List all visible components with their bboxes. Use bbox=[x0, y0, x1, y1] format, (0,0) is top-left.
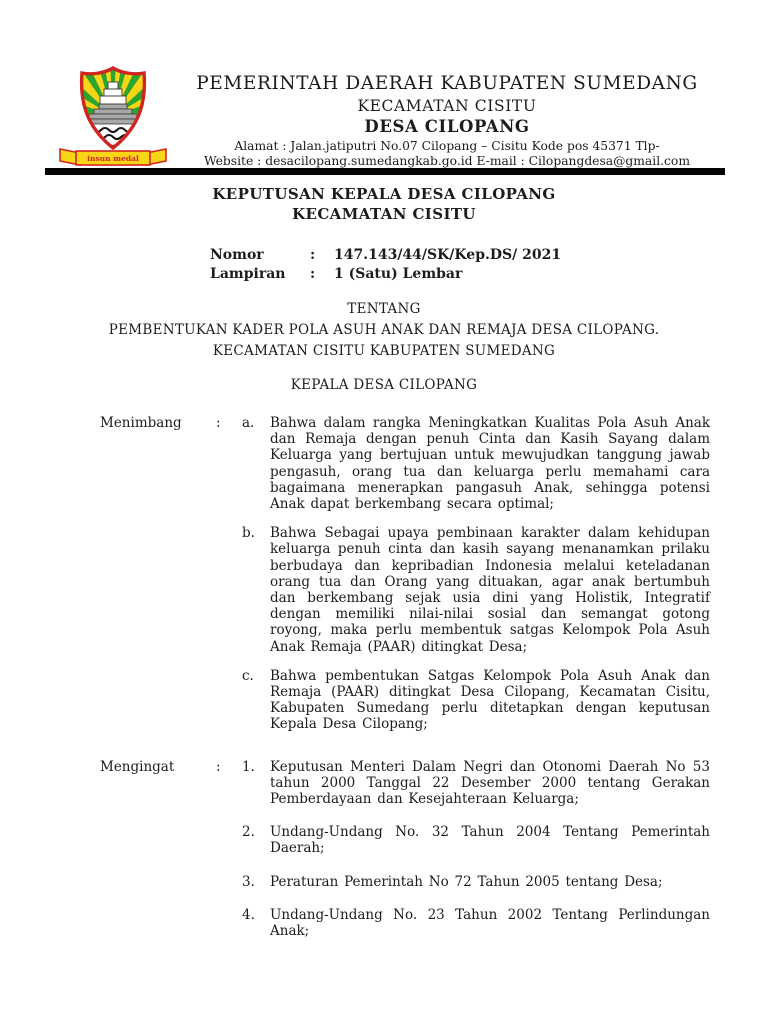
issuer-line: KEPALA DESA CILOPANG bbox=[290, 377, 478, 393]
mengingat-item-3 bbox=[242, 874, 710, 890]
menimbang-item-c bbox=[242, 668, 710, 733]
item-text: Bahwa Sebagai upaya pembinaan karakter dalam kehidupan keluarga penuh cinta dan kasih sayang menanamkan prilaku berbudaya dan kepribadian Indonesia melalui keteladanan orang tua dan Orang yang dituakan, agar anak bertumbuh dan berkembang sejak usia dini yang Holistik, Integratif dengan memiliki nilai-nilai sosial dan semangat gotong royong, maka perlu membentuk satgas Kelompok Pola Asuh Anak Remaja (PAAR) ditingkat Desa; bbox=[270, 525, 710, 655]
meta-row-lampiran bbox=[210, 265, 768, 284]
lampiran-label: Lampiran bbox=[210, 266, 286, 282]
mengingat-item-4 bbox=[242, 907, 710, 939]
menimbang-label: Menimbang bbox=[100, 415, 182, 431]
item-text: Bahwa pembentukan Satgas Kelompok Pola Asuh Anak dan Remaja (PAAR) ditingkat Desa Cilopang, Kecamatan Cisitu, Kabupaten Sumedang perlu ditetapkan dengan keputusan Kepala Desa Cilopang; bbox=[270, 667, 710, 733]
sumedang-regency-emblem-icon bbox=[57, 66, 169, 168]
item-text: Bahwa dalam rangka Meningkatkan Kualitas Pola Asuh Anak dan Remaja dengan penuh Cinta dan Kasih Sayang dalam Keluarga yang bertujuan untuk mewujudkan tanggung jawab pengasuh, orang tua dan keluarga perlu memahami cara bagaimana menerapkan pangasuh Anak, sehingga potensi Anak dapat berkembang secara optimal; bbox=[270, 415, 710, 513]
nomor-value: 147.143/44/SK/Kep.DS/ 2021 bbox=[334, 247, 562, 263]
mengingat-separator: : bbox=[216, 758, 221, 775]
document-title-line2: KECAMATAN CISITU bbox=[292, 205, 476, 223]
menimbang-separator: : bbox=[216, 415, 221, 431]
document-title bbox=[0, 184, 768, 224]
government-name: PEMERINTAH DAERAH KABUPATEN SUMEDANG bbox=[196, 73, 698, 94]
motto-ribbon bbox=[60, 149, 166, 165]
letterhead-rule bbox=[45, 168, 725, 175]
lampiran-separator: : bbox=[310, 266, 316, 282]
lampiran-value: 1 (Satu) Lembar bbox=[334, 266, 463, 282]
subject-line1: PEMBENTUKAN KADER POLA ASUH ANAK DAN REMAJA DESA CILOPANG. bbox=[108, 322, 660, 338]
document-title-line1: KEPUTUSAN KEPALA DESA CILOPANG bbox=[212, 185, 556, 203]
nomor-separator: : bbox=[310, 247, 316, 263]
mengingat-clause bbox=[100, 759, 710, 940]
mengingat-items bbox=[242, 759, 710, 940]
document-meta bbox=[210, 246, 768, 284]
menimbang-items bbox=[242, 415, 710, 733]
menimbang-item-a bbox=[242, 415, 710, 512]
district-name: KECAMATAN CISITU bbox=[357, 97, 537, 115]
meta-row-nomor bbox=[210, 246, 768, 265]
letterhead-text bbox=[176, 72, 718, 169]
item-text: Keputusan Menteri Dalam Negri dan Otonomi Daerah No 53 tahun 2000 Tanggal 22 Desember 2000 tentang Gerakan Pemberdayaan dan Kesejahteraan Keluarga; bbox=[270, 758, 710, 808]
item-marker: 2. bbox=[242, 824, 255, 841]
item-marker: 1. bbox=[242, 758, 255, 775]
subject-line2: KECAMATAN CISITU KABUPATEN SUMEDANG bbox=[212, 343, 556, 359]
mengingat-label: Mengingat bbox=[100, 758, 175, 775]
village-name: DESA CILOPANG bbox=[364, 117, 530, 136]
contact-line: Website : desacilopang.sumedangkab.go.id E-mail : Cilopangdesa@gmail.com bbox=[204, 154, 690, 168]
nomor-label: Nomor bbox=[210, 247, 264, 263]
document-body bbox=[0, 184, 768, 939]
item-marker: b. bbox=[242, 525, 255, 542]
tentang-heading: TENTANG bbox=[347, 301, 421, 317]
emblem-motto-text: insun medal bbox=[87, 154, 139, 163]
item-text: Undang-Undang No. 32 Tahun 2004 Tentang Pemerintah Daerah; bbox=[270, 824, 710, 857]
subject-block bbox=[0, 299, 768, 362]
menimbang-clause bbox=[100, 415, 710, 733]
menimbang-item-b bbox=[242, 525, 710, 655]
item-marker: 3. bbox=[242, 873, 255, 890]
item-text: Peraturan Pemerintah No 72 Tahun 2005 tentang Desa; bbox=[270, 873, 663, 890]
address-line: Alamat : Jalan.jatiputri No.07 Cilopang – Cisitu Kode pos 45371 Tlp- bbox=[234, 139, 660, 153]
item-marker: c. bbox=[242, 667, 254, 684]
item-marker: 4. bbox=[242, 906, 255, 923]
mengingat-item-1 bbox=[242, 759, 710, 808]
mengingat-item-2 bbox=[242, 824, 710, 856]
item-marker: a. bbox=[242, 415, 255, 431]
item-text: Undang-Undang No. 23 Tahun 2002 Tentang Perlindungan Anak; bbox=[270, 906, 710, 940]
